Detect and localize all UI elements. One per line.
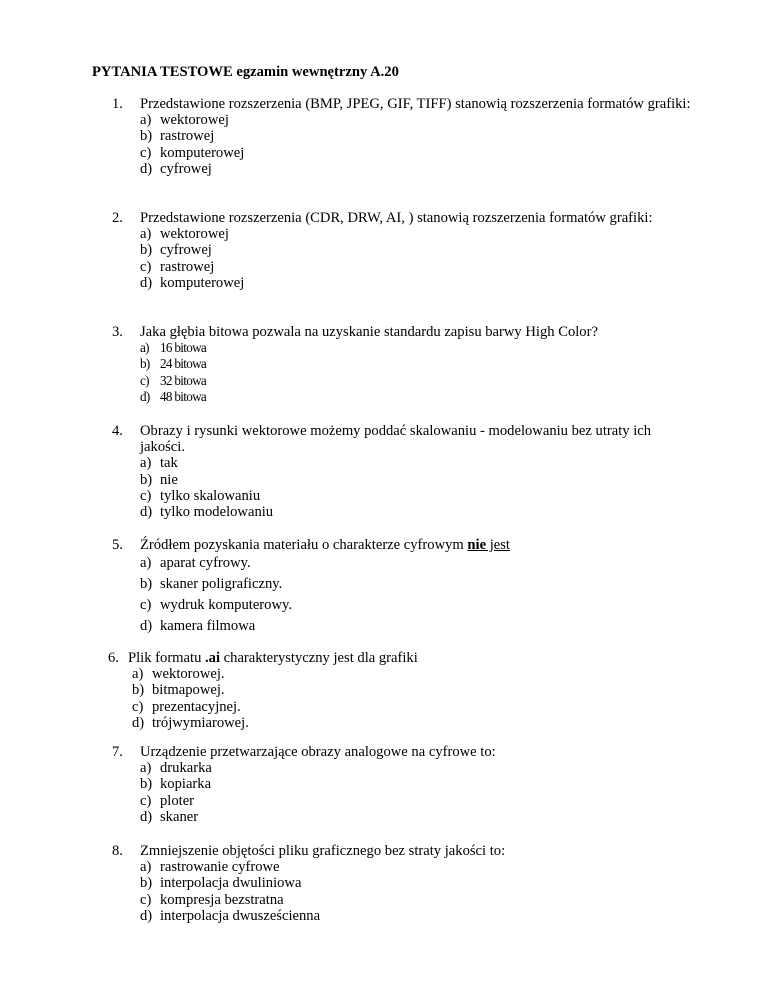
question-text bbox=[140, 537, 712, 553]
answer-item bbox=[140, 356, 712, 372]
answer-letter: d) bbox=[140, 388, 150, 404]
answer-list bbox=[140, 112, 712, 177]
question-number: 5. bbox=[112, 537, 123, 553]
answer-letter: d) bbox=[140, 274, 153, 291]
answer-text: tylko skalowaniu bbox=[160, 487, 261, 504]
answer-list bbox=[132, 666, 708, 731]
answer-item bbox=[140, 859, 712, 875]
answer-letter: a) bbox=[140, 760, 152, 777]
question-1 bbox=[112, 96, 712, 177]
page-title: PYTANIA TESTOWE egzamin wewnętrzny A.20 bbox=[92, 64, 399, 80]
question-text: Przedstawione rozszerzenia (BMP, JPEG, GIF, TIFF) stanowią rozszerzenia formatów grafiki: bbox=[140, 96, 691, 112]
answer-letter: c) bbox=[140, 891, 152, 908]
answer-item bbox=[132, 699, 708, 715]
question-7 bbox=[112, 744, 712, 825]
answer-text: drukarka bbox=[160, 760, 212, 777]
question-text: Obrazy i rysunki wektorowe możemy poddać skalowaniu - modelowaniu bez utraty ich jakości. bbox=[140, 423, 652, 456]
answer-letter: b) bbox=[132, 682, 145, 699]
answer-text: skaner poligraficzny. bbox=[160, 576, 283, 592]
question-number: 2. bbox=[112, 210, 123, 226]
answer-letter: c) bbox=[140, 792, 152, 809]
answer-letter: c) bbox=[140, 596, 152, 613]
answer-item bbox=[140, 595, 712, 616]
answer-letter: a) bbox=[132, 666, 144, 683]
answer-letter: b) bbox=[140, 242, 153, 259]
answer-item bbox=[140, 793, 712, 809]
answer-item bbox=[140, 373, 712, 389]
answer-letter: b) bbox=[140, 128, 153, 145]
answer-item bbox=[140, 226, 712, 242]
answer-letter: a) bbox=[140, 112, 152, 129]
answer-text: kopiarka bbox=[160, 776, 212, 793]
answer-list bbox=[140, 226, 712, 291]
question-number: 1. bbox=[112, 96, 123, 112]
answer-letter: d) bbox=[132, 714, 145, 731]
answer-text: nie bbox=[160, 471, 178, 488]
answer-letter: b) bbox=[140, 356, 150, 372]
question-text: Jaka głębia bitowa pozwala na uzyskanie standardu zapisu barwy High Color? bbox=[140, 324, 598, 340]
answer-item bbox=[132, 666, 708, 682]
answer-item bbox=[132, 682, 708, 698]
answer-text: 24 bitowa bbox=[160, 356, 207, 372]
answer-item bbox=[140, 455, 712, 471]
answer-item bbox=[140, 340, 712, 356]
answer-text: rastrowej bbox=[160, 128, 215, 145]
answer-letter: b) bbox=[140, 576, 153, 592]
answer-text: 32 bitowa bbox=[160, 372, 207, 388]
answer-text: rastrowanie cyfrowe bbox=[160, 859, 280, 876]
answer-letter: b) bbox=[140, 471, 153, 488]
question-number: 7. bbox=[112, 744, 123, 760]
answer-letter: b) bbox=[140, 875, 153, 892]
answer-item bbox=[140, 472, 712, 488]
answer-list bbox=[140, 553, 712, 636]
answer-item bbox=[140, 259, 712, 275]
answer-letter: a) bbox=[140, 555, 152, 572]
answer-text: interpolacja dwusześcienna bbox=[160, 907, 321, 924]
question-3 bbox=[112, 324, 712, 405]
answer-item bbox=[140, 776, 712, 792]
answer-item bbox=[140, 760, 712, 776]
answer-item bbox=[140, 616, 712, 637]
question-text-part: charakterystyczny jest dla grafiki bbox=[220, 650, 418, 666]
answer-item bbox=[140, 488, 712, 504]
answer-text: komputerowej bbox=[160, 144, 245, 161]
question-number: 8. bbox=[112, 843, 123, 859]
answer-item bbox=[140, 908, 712, 924]
answer-text: 48 bitowa bbox=[160, 388, 207, 404]
answer-letter: c) bbox=[140, 372, 149, 388]
answer-letter: d) bbox=[140, 160, 153, 177]
answer-letter: d) bbox=[140, 617, 153, 634]
answer-item bbox=[140, 128, 712, 144]
answer-text: wektorowej bbox=[160, 112, 229, 129]
answer-letter: b) bbox=[140, 776, 153, 793]
question-text-part: Źródłem pozyskania materiału o charakterze cyfrowym bbox=[140, 537, 468, 553]
question-number: 4. bbox=[112, 423, 123, 439]
answer-text: kompresja bezstratna bbox=[160, 891, 284, 908]
answer-item bbox=[140, 112, 712, 128]
question-text-part: jest bbox=[486, 537, 510, 553]
answer-text: wektorowej. bbox=[152, 666, 225, 683]
answer-text: komputerowej bbox=[160, 274, 245, 291]
question-text: Urządzenie przetwarzające obrazy analogowe na cyfrowe to: bbox=[140, 744, 496, 760]
answer-text: prezentacyjnej. bbox=[152, 698, 241, 715]
answer-item bbox=[140, 161, 712, 177]
answer-text: kamera filmowa bbox=[160, 617, 256, 634]
answer-text: rastrowej bbox=[160, 258, 215, 275]
answer-letter: d) bbox=[140, 808, 153, 825]
answer-letter: a) bbox=[140, 455, 152, 472]
question-4 bbox=[112, 423, 712, 520]
answer-text: trójwymiarowej. bbox=[152, 714, 249, 731]
answer-item bbox=[140, 553, 712, 574]
answer-text: cyfrowej bbox=[160, 242, 212, 259]
answer-item bbox=[140, 504, 712, 520]
answer-letter: a) bbox=[140, 859, 152, 876]
answer-item bbox=[140, 389, 712, 405]
answer-item bbox=[140, 275, 712, 291]
answer-text: tylko modelowaniu bbox=[160, 504, 274, 521]
question-emphasis: .ai bbox=[205, 650, 221, 666]
answer-item bbox=[140, 574, 712, 595]
answer-text: wektorowej bbox=[160, 226, 229, 243]
answer-item bbox=[140, 145, 712, 161]
answer-letter: a) bbox=[140, 340, 149, 356]
answer-item bbox=[140, 892, 712, 908]
question-text: Przedstawione rozszerzenia (CDR, DRW, AI, ) stanowią rozszerzenia formatów grafiki: bbox=[140, 210, 653, 226]
answer-item bbox=[132, 715, 708, 731]
answer-letter: c) bbox=[132, 698, 144, 715]
answer-letter: c) bbox=[140, 258, 152, 275]
question-number: 3. bbox=[112, 324, 123, 340]
question-text bbox=[128, 650, 708, 666]
answer-list bbox=[140, 760, 712, 825]
answer-item bbox=[140, 242, 712, 258]
question-5 bbox=[112, 537, 712, 636]
answer-list bbox=[140, 455, 712, 520]
answer-item bbox=[140, 809, 712, 825]
question-number: 6. bbox=[108, 650, 119, 666]
answer-letter: a) bbox=[140, 226, 152, 243]
answer-letter: c) bbox=[140, 487, 152, 504]
answer-text: bitmapowej. bbox=[152, 682, 225, 699]
answer-text: 16 bitowa bbox=[160, 340, 207, 356]
answer-list bbox=[140, 859, 712, 924]
question-text-part: Plik formatu bbox=[128, 650, 206, 666]
answer-text: wydruk komputerowy. bbox=[160, 596, 292, 613]
answer-text: tak bbox=[160, 455, 178, 472]
answer-text: aparat cyfrowy. bbox=[160, 555, 251, 572]
answer-letter: d) bbox=[140, 907, 153, 924]
question-6 bbox=[108, 650, 708, 731]
question-8 bbox=[112, 843, 712, 924]
question-text: Zmniejszenie objętości pliku graficznego bez straty jakości to: bbox=[140, 843, 506, 859]
answer-letter: c) bbox=[140, 144, 152, 161]
answer-list bbox=[140, 340, 712, 405]
question-2 bbox=[112, 210, 712, 291]
answer-item bbox=[140, 875, 712, 891]
answer-text: skaner bbox=[160, 808, 199, 825]
question-emphasis: nie bbox=[467, 537, 487, 553]
answer-text: ploter bbox=[160, 792, 195, 809]
answer-text: cyfrowej bbox=[160, 160, 212, 177]
answer-text: interpolacja dwuliniowa bbox=[160, 875, 302, 892]
answer-letter: d) bbox=[140, 504, 153, 521]
